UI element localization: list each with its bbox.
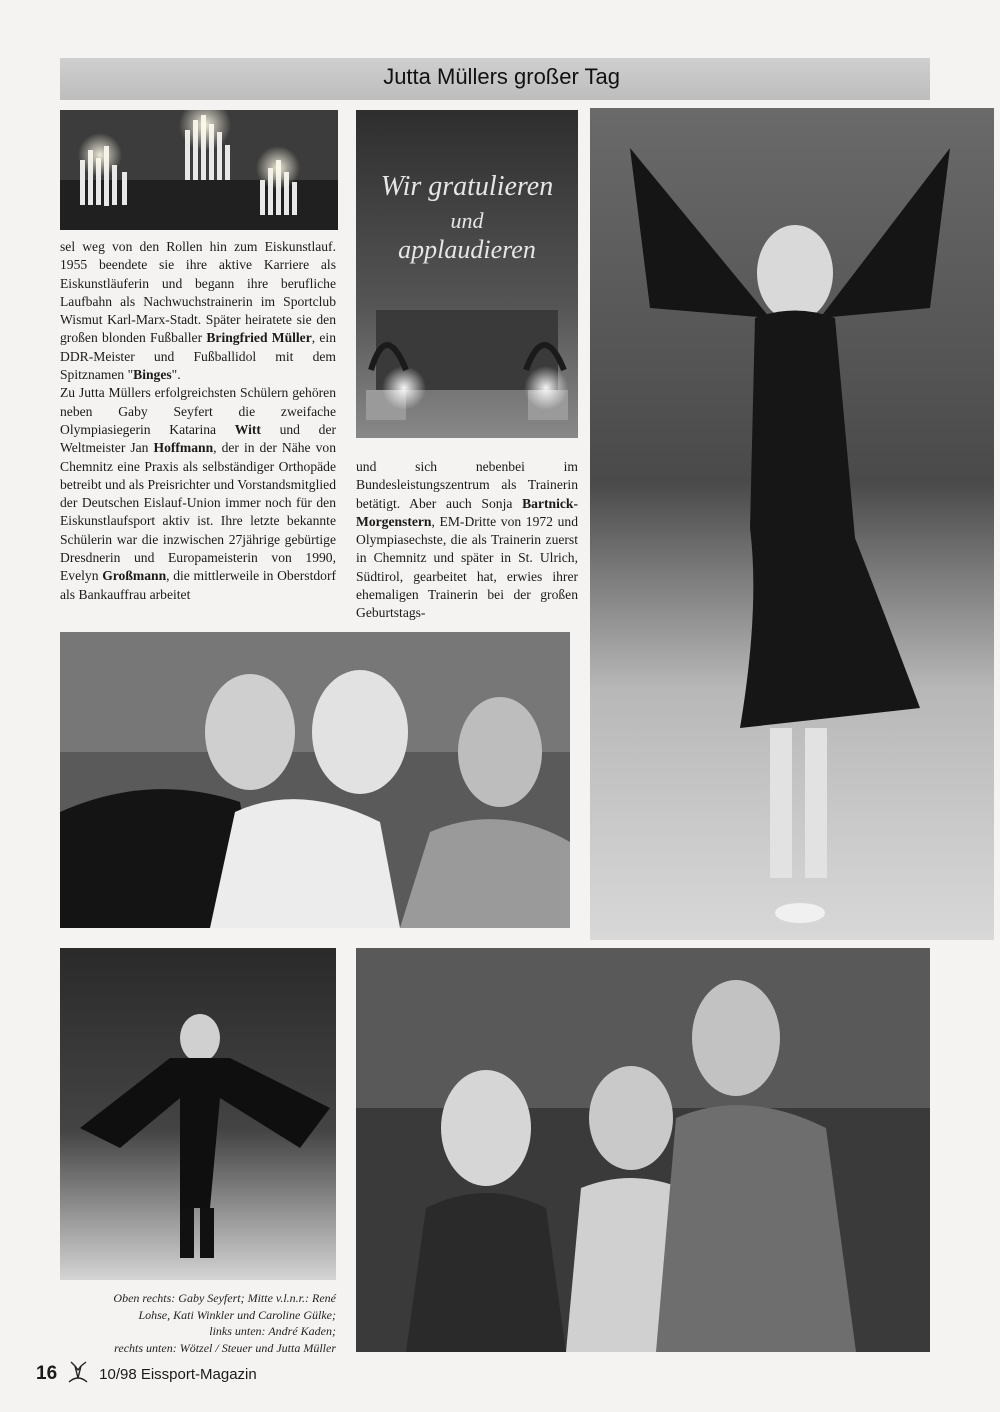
photo-candles — [60, 110, 338, 230]
page-number: 16 — [36, 1363, 58, 1384]
paragraph-3: und sich nebenbei im Bundesleistungszentrum als Trainerin betätigt. Aber auch Sonja Bartnick-Morgenstern, EM-Dritte von 1972 und Olympiasechste, die als Trainerin zuerst in Chemnitz und später in St. Ulrich, Südtirol, gearbeitet hat, erwies ihrer ehemaligen Trainerin bei der großen Geburtstags- — [356, 459, 578, 621]
photo-woetzel-steuer-jutta-mueller — [356, 948, 930, 1352]
magazine-issue: 10/98 Eissport-Magazin — [99, 1365, 257, 1383]
banner-line-3: applaudieren — [398, 235, 536, 264]
banner-line-1: Wir gratulieren — [380, 171, 554, 202]
banner-line-2: und — [450, 208, 484, 233]
photo-andre-kaden — [60, 948, 336, 1280]
paragraph-2: Zu Jutta Müllers erfolgreichsten Schülern gehören neben Gaby Seyfert die zweifache Olympiasiegerin Katarina Witt und der Weltmeister Jan Hoffmann, der in der Nähe von Chemnitz eine Praxis als selbständiger Orthopäde betreibt und als Preisrichter und Vorstandsmitglied der Deutschen Eislauf-Union immer noch für den Eiskunstlaufsport aktiv ist. Ihre letzte bekannte Schülerin war die inzwischen 27jährige gebürtige Dresdnerin und Europameisterin von 1990, Evelyn Großmann, die mittlerweile in Oberstdorf als Bankauffrau arbeitet — [60, 385, 336, 602]
photo-stage-banner — [356, 110, 578, 438]
paragraph-1: sel weg von den Rollen hin zum Eiskunstlauf. 1955 beendete sie ihre aktive Karriere als Eiskunstläuferin und begann ihre berufliche Laufbahn als Nachwuchstrainerin im Sportclub Wismut Karl-Marx-Stadt. Später heiratete sie den großen blonden Fußballer Bringfried Müller, ein DDR-Meister und Fußballidol mit dem Spitznamen "Binges". — [60, 239, 337, 383]
page-footer — [36, 1362, 257, 1386]
article-column-1 — [60, 238, 336, 604]
skater-logo-icon — [65, 1360, 91, 1389]
photo-skater-gaby-seyfert — [590, 108, 994, 940]
photo-caption: Oben rechts: Gaby Seyfert; Mitte v.l.n.r.: René Lohse, Kati Winkler und Caroline Gülke; links unten: André Kaden; rechts unten: Wötzel / Steuer und Jutta Müller — [113, 1291, 336, 1355]
photo-three-skaters — [60, 632, 570, 928]
article-column-2 — [356, 458, 578, 623]
page-title: Jutta Müllers großer Tag — [383, 64, 620, 89]
header-bar — [60, 58, 930, 100]
